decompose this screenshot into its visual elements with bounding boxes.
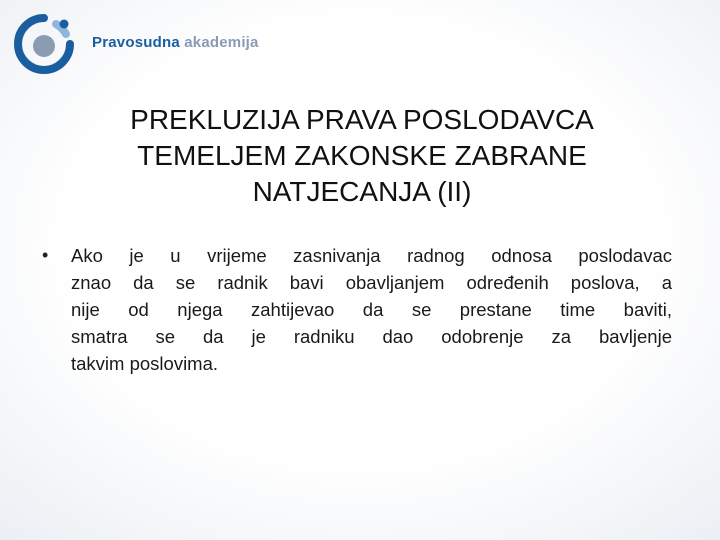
logo-text [92, 34, 259, 51]
bullet-item [42, 242, 672, 377]
slide-title [60, 102, 664, 210]
bullet-text-line: takvim poslovima. [71, 353, 219, 374]
slide-title-line: NATJECANJA (II) [252, 176, 472, 207]
pravosudna-akademija-logo-icon [12, 12, 76, 76]
slide-title-line: TEMELJEM ZAKONSKE ZABRANE [137, 140, 587, 171]
logo-word-pravosudna: Pravosudna [92, 34, 180, 51]
logo-word-akademija: akademija [184, 34, 259, 51]
slide-content [42, 242, 672, 377]
slide-title-line: PREKLUZIJA PRAVA POSLODAVCA [130, 104, 594, 135]
bullet-text-line: nije od njega zahtijevao da se prestane time baviti, [71, 299, 672, 320]
bullet-text-line: Ako je u vrijeme zasnivanja radnog odnosa poslodavac [71, 245, 672, 266]
bullet-text-line: znao da se radnik bavi obavljanjem određenih poslova, a [71, 272, 672, 293]
bullet-text-line: smatra se da je radniku dao odobrenje za bavljenje [71, 326, 672, 347]
bullet-marker: • [42, 245, 49, 265]
logo [12, 12, 272, 72]
